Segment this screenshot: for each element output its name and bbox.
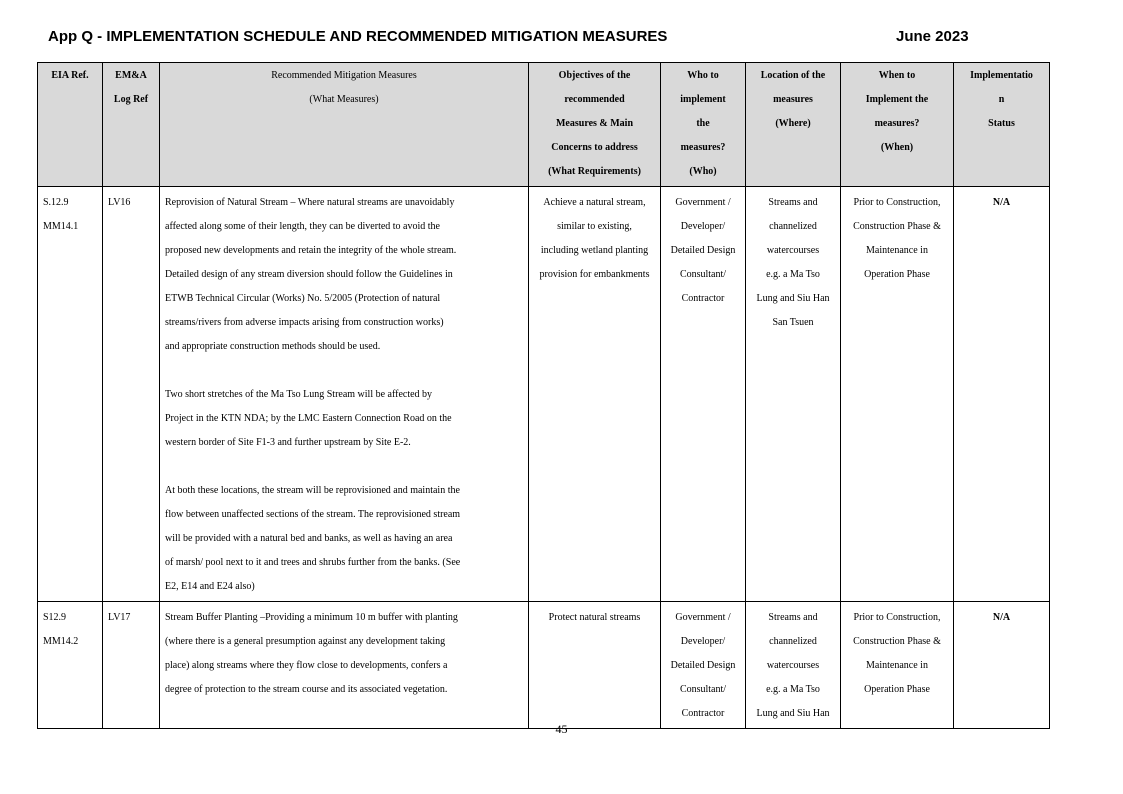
- column-header-objectives: Objectives of the recommended Measures & Main Concerns to address (What Requirements): [529, 63, 661, 187]
- objectives-cell: Achieve a natural stream, similar to existing, including wetland planting provision for embankments: [529, 187, 661, 602]
- column-header-eia-ref: EIA Ref.: [38, 63, 103, 187]
- page-number: 45: [555, 722, 568, 736]
- mitigation-measures-table: [37, 62, 1050, 729]
- table-row: [38, 187, 1050, 602]
- eia-ref-cell: S12.9 MM14.2: [38, 602, 103, 729]
- objectives-cell: Protect natural streams: [529, 602, 661, 729]
- when-cell: Prior to Construction, Construction Phase & Maintenance in Operation Phase: [841, 602, 954, 729]
- column-header-measures: Recommended Mitigation Measures (What Measures): [160, 63, 529, 187]
- page-header-date: June 2023: [896, 28, 969, 45]
- measures-cell: Reprovision of Natural Stream – Where natural streams are unavoidably affected along some of their length, they can be diverted to avoid the proposed new developments and retain the integrity of the whole stream. Detailed design of any stream diversion should follow the Guidelines in ETWB Technical Circular (Works) No. 5/2005 (Protection of natural streams/rivers from adverse impacts arising from construction works) and appropriate construction methods should be used. Two short stretches of the Ma Tso Lung Stream will be affected by Project in the KTN NDA; by the LMC Eastern Connection Road on the western border of Site F1-3 and further upstream by Site E-2. At both these locations, the stream will be reprovisioned and maintain the flow between unaffected sections of the stream. The reprovisioned stream will be provided with a natural bed and banks, as well as having an area of marsh/ pool next to it and trees and shrubs further from the banks. (See E2, E14 and E24 also): [160, 187, 529, 602]
- eia-ref-cell: S.12.9 MM14.1: [38, 187, 103, 602]
- log-ref-cell: LV16: [103, 187, 160, 602]
- when-cell: Prior to Construction, Construction Phase & Maintenance in Operation Phase: [841, 187, 954, 602]
- measures-cell: Stream Buffer Planting –Providing a minimum 10 m buffer with planting (where there is a general presumption against any development taking place) along streams where they flow close to developments, confers a degree of protection to the stream course and its associated vegetation.: [160, 602, 529, 729]
- who-cell: Government / Developer/ Detailed Design Consultant/ Contractor: [661, 187, 746, 602]
- location-cell: Streams and channelized watercourses e.g. a Ma Tso Lung and Siu Han San Tsuen: [746, 187, 841, 602]
- column-header-when: When to Implement the measures? (When): [841, 63, 954, 187]
- page-header-title: App Q - IMPLEMENTATION SCHEDULE AND RECOMMENDED MITIGATION MEASURES: [48, 28, 668, 45]
- table-row: [38, 602, 1050, 729]
- column-header-who: Who to implement the measures? (Who): [661, 63, 746, 187]
- location-cell: Streams and channelized watercourses e.g. a Ma Tso Lung and Siu Han: [746, 602, 841, 729]
- status-cell: N/A: [954, 187, 1050, 602]
- table-header-row: [38, 63, 1050, 187]
- status-cell: N/A: [954, 602, 1050, 729]
- column-header-ema-log-ref: EM&A Log Ref: [103, 63, 160, 187]
- column-header-status: Implementatio n Status: [954, 63, 1050, 187]
- column-header-location: Location of the measures (Where): [746, 63, 841, 187]
- who-cell: Government / Developer/ Detailed Design Consultant/ Contractor: [661, 602, 746, 729]
- log-ref-cell: LV17: [103, 602, 160, 729]
